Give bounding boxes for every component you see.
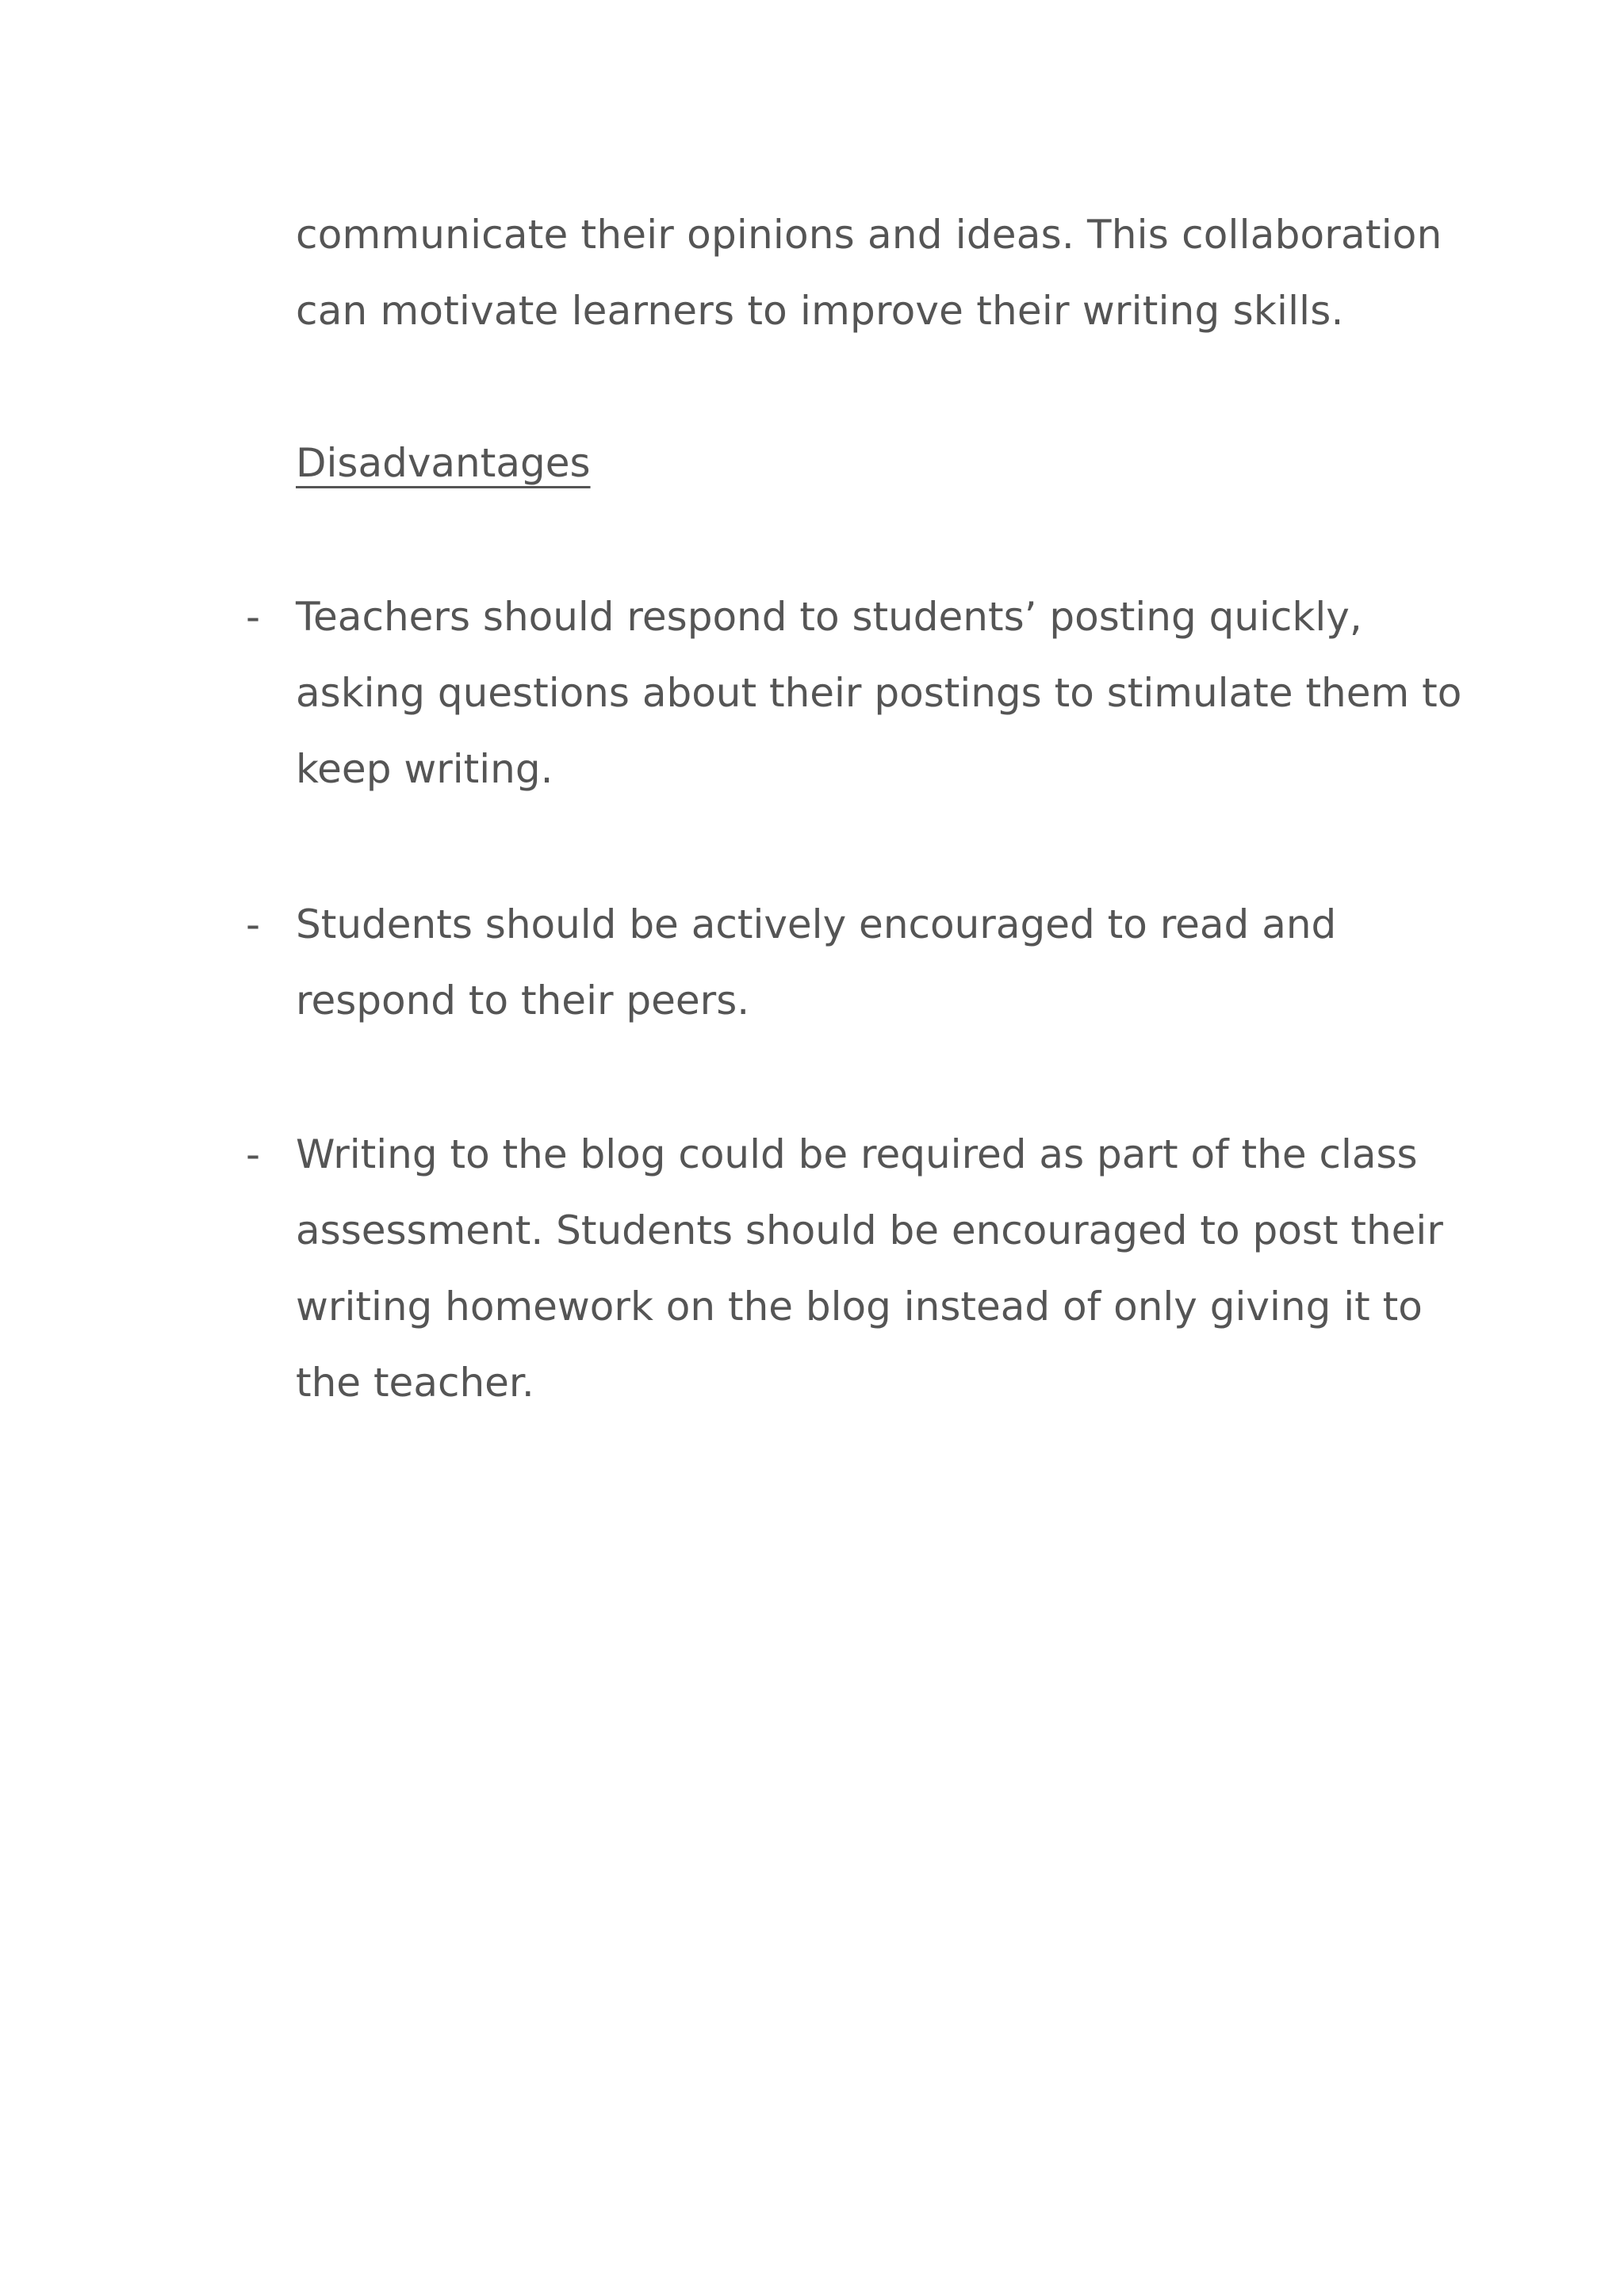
bullet-line: assessment. Students should be encouraged to post their [296,1207,1443,1253]
intro-line: communicate their opinions and ideas. This collaboration [296,212,1442,258]
section-heading-disadvantages: Disadvantages [296,440,591,486]
bullet-line: Writing to the blog could be required as part of the class [296,1131,1418,1177]
bullet-line: asking questions about their postings to stimulate them to [296,670,1462,716]
bullet-line: keep writing. [296,746,553,792]
bullet-text [296,579,1462,807]
bullet-marker: - [246,901,261,947]
bullet-line: respond to their peers. [296,978,750,1024]
intro-paragraph [296,197,1442,349]
bullet-marker: - [246,1131,261,1177]
bullet-marker: - [246,594,261,640]
bullet-line: the teacher. [296,1360,534,1406]
bullet-text [296,886,1422,1039]
bullet-line: Teachers should respond to students’ posting quickly, [296,594,1362,640]
bullet-text [296,1116,1443,1421]
bullet-line: writing homework on the blog instead of only giving it to [296,1284,1423,1330]
bullet-line: Students should be actively encouraged to read and [296,901,1337,947]
intro-line: can motivate learners to improve their writing skills. [296,288,1344,334]
